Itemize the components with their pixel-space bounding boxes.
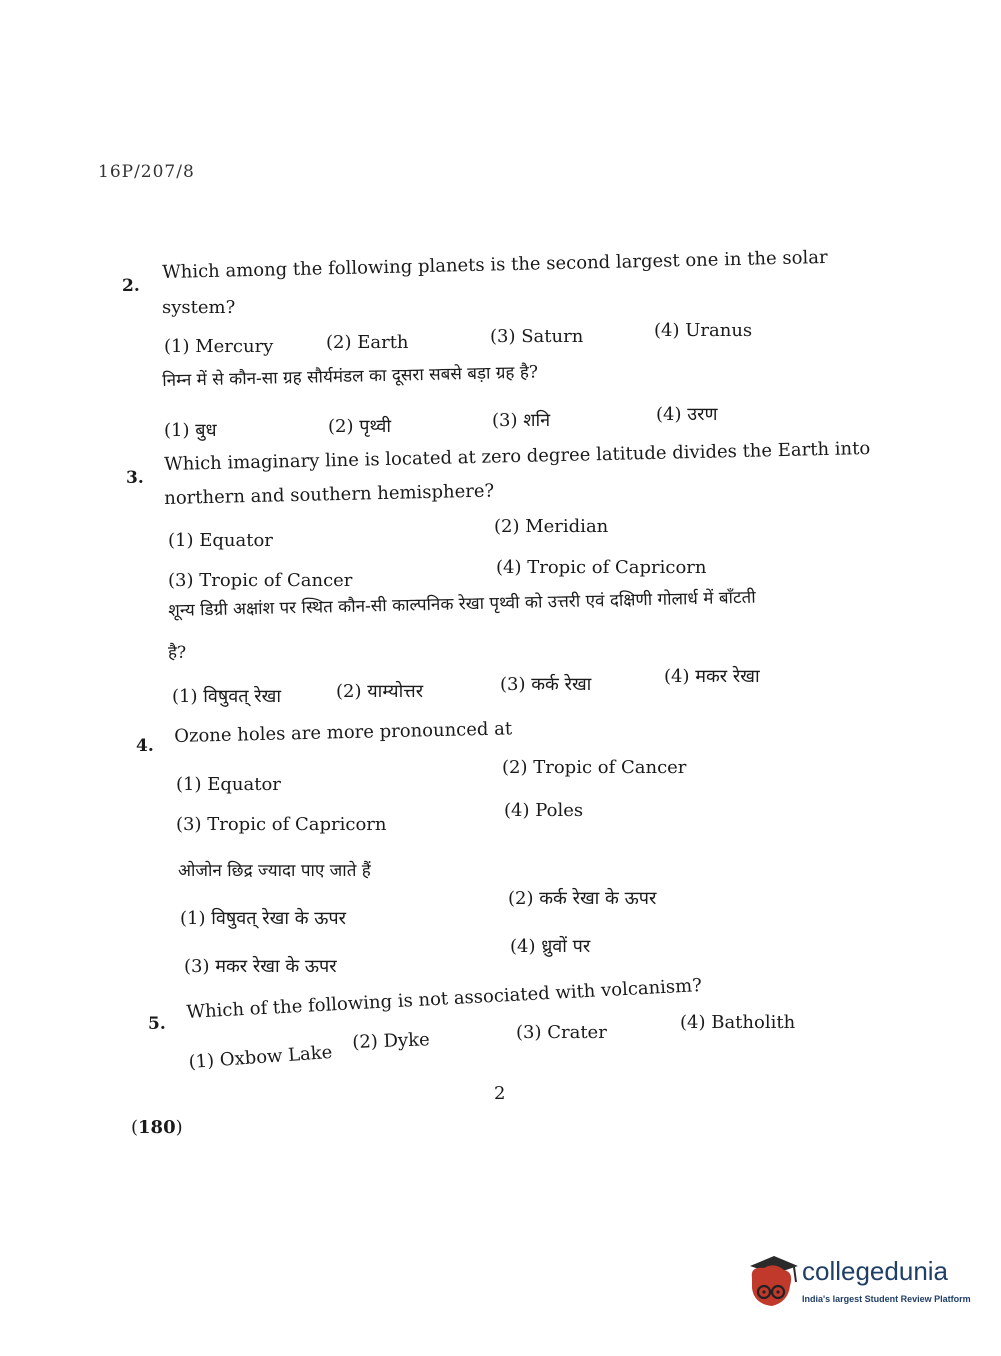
option-en-1: (1) Equator [176, 774, 281, 795]
option-hi-4: (4) उरण [656, 404, 718, 425]
option-en-2: (2) Earth [326, 332, 409, 353]
option-hi-2: (2) याम्योत्तर [336, 681, 424, 702]
question-text-hi: निम्न में से कौन-सा ग्रह सौर्यमंडल का दूसरा सबसे बड़ा ग्रह है? [162, 362, 539, 391]
option-hi-4: (4) मकर रेखा [664, 666, 760, 687]
mascot-icon [744, 1252, 800, 1312]
question-text-en: Which of the following is not associated with volcanism? [186, 974, 703, 1023]
question-number: 2. [122, 276, 140, 296]
page-number: 2 [494, 1083, 506, 1104]
option-hi-1: (1) विषुवत् रेखा [172, 686, 282, 707]
option-en-1: (1) Oxbow Lake [188, 1041, 333, 1073]
question-text-hi-cont: है? [168, 643, 187, 663]
sheet-code-open: ( [131, 1117, 139, 1138]
question-text-hi: ओजोन छिद्र ज्यादा पाए जाते हैं [178, 861, 371, 881]
option-hi-4: (4) ध्रुवों पर [510, 936, 591, 957]
sheet-code [131, 1117, 183, 1138]
option-hi-2: (2) कर्क रेखा के ऊपर [508, 888, 657, 909]
question-number: 4. [136, 736, 154, 756]
option-en-4: (4) Batholith [680, 1012, 796, 1033]
question-number: 5. [148, 1014, 166, 1034]
question-text-en-cont: system? [162, 297, 236, 318]
option-en-3: (3) Saturn [490, 326, 584, 347]
question-text-en: Which among the following planets is the second largest one in the solar [162, 246, 828, 283]
option-hi-1: (1) विषुवत् रेखा के ऊपर [180, 908, 347, 929]
collegedunia-logo [744, 1252, 974, 1314]
question-text-hi: शून्य डिग्री अक्षांश पर स्थित कौन-सी काल्पनिक रेखा पृथ्वी को उत्तरी एवं दक्षिणी गोलार्ध में बाँटती [168, 587, 756, 621]
option-hi-1: (1) बुध [164, 420, 217, 441]
option-en-2: (2) Tropic of Cancer [502, 757, 687, 778]
question-text-en: Ozone holes are more pronounced at [174, 718, 513, 747]
option-en-3: (3) Tropic of Capricorn [176, 814, 387, 835]
option-en-2: (2) Dyke [352, 1029, 431, 1053]
question-text-en: Which imaginary line is located at zero degree latitude divides the Earth into [164, 437, 871, 475]
option-hi-3: (3) मकर रेखा के ऊपर [184, 956, 337, 977]
option-en-2: (2) Meridian [494, 516, 609, 537]
question-text-en-cont: northern and southern hemisphere? [164, 480, 495, 509]
paper-code: 16P/207/8 [98, 162, 195, 182]
option-en-3: (3) Crater [516, 1022, 607, 1043]
option-en-4: (4) Uranus [654, 320, 753, 341]
option-en-1: (1) Equator [168, 530, 273, 551]
sheet-code-value: 180 [138, 1117, 176, 1138]
sheet-code-close: ) [175, 1117, 183, 1138]
option-en-4: (4) Tropic of Capricorn [496, 557, 707, 578]
option-hi-3: (3) कर्क रेखा [500, 674, 592, 695]
option-en-4: (4) Poles [504, 800, 584, 821]
logo-brand: collegedunia [802, 1256, 949, 1286]
option-en-3: (3) Tropic of Cancer [168, 570, 353, 591]
logo-tagline: India's largest Student Review Platform [802, 1294, 971, 1304]
option-hi-2: (2) पृथ्वी [328, 416, 392, 437]
option-hi-3: (3) शनि [492, 410, 551, 431]
option-en-1: (1) Mercury [164, 336, 274, 357]
question-number: 3. [126, 468, 144, 488]
